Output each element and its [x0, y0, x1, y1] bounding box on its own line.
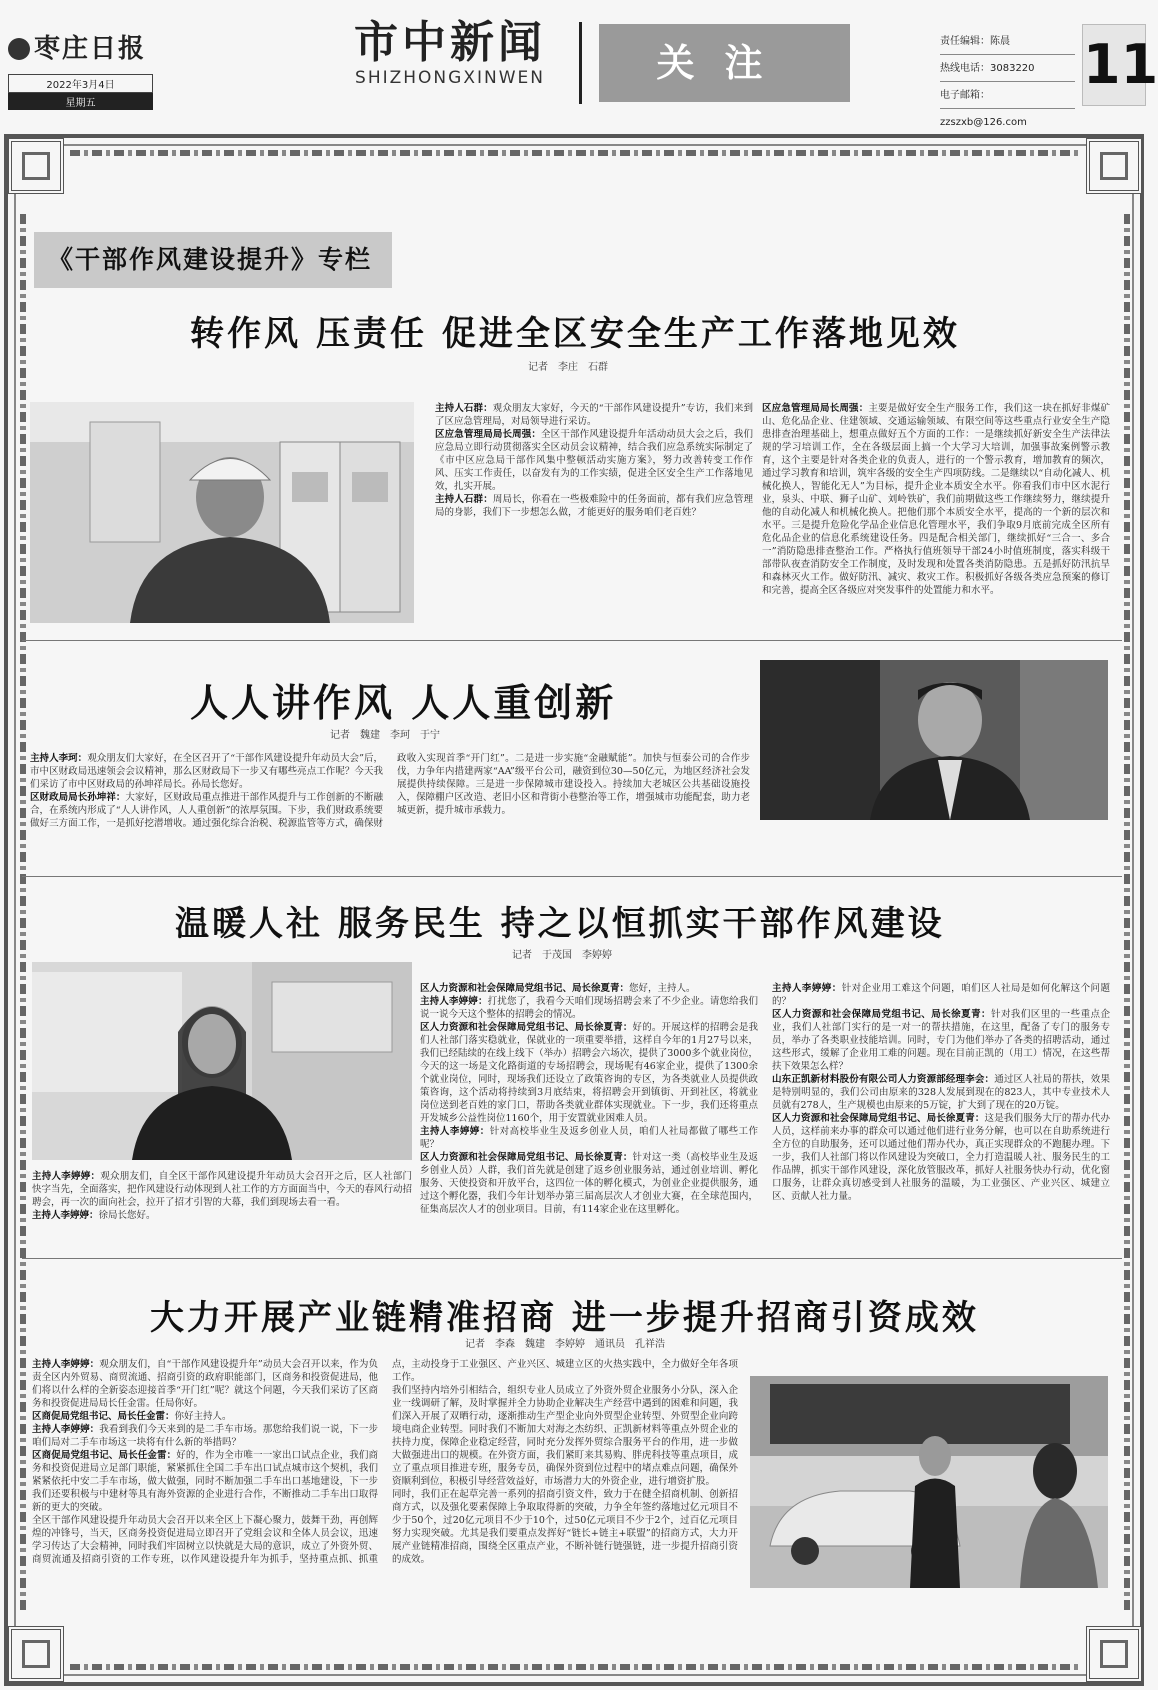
article-3-para [772, 982, 1110, 1008]
para-text: 观众朋友们大家好，在全区召开了“干部作风建设提升年动员大会”后，市中区财政局迅速领会会议精神，那么区财政局下一步又有哪些亮点工作呢？今天我们采访了市中区财政局的孙坤祥局长。孙局长您好。 [30, 753, 383, 790]
photo-finance-director [760, 660, 1108, 820]
article-1-para [435, 428, 753, 493]
para-text: 好的，作为全市唯一一家出口试点企业，我们商务和投资促进局立足部门职能，紧紧抓住全国二手车出口试点城市这个契机，我们紧紧依托中安二手车市场，做大做强，同时不断加强二手车出口基地建设，下一步我们还要积极与中建材等具有海外资源的企业进行合作，不断推动二手车出口取得新的更大的突破。 [32, 1450, 378, 1513]
para-text: 针对高校毕业生及返乡创业人员，咱们人社局都做了哪些工作呢？ [420, 1126, 758, 1150]
speaker-label: 主持人石群： [435, 494, 493, 505]
speaker-label: 区人力资源和社会保障局党组书记、局长徐夏青： [420, 1152, 633, 1163]
para-text: 全区干部作风建设提升年动员大会召开以来全区上下凝心聚力，鼓舞干劲，再创辉煌的冲锋号，当天，区商务投资促进局立即召开了党组会议和全体人员会议，迅速学习传达了大会精神，同时我们牢固树立以快就是大局的意识，成立了外资外贸、商贸流通及招商引资的工作专班，以作风建设提升年为抓手，坚持重点抓、抓重点，主动投身于工业强区、产业兴区、城建立区的火热实践中，全力做好全年各项工作。 [32, 1359, 738, 1565]
article-3-body [420, 982, 1110, 1238]
editor-line: 责任编辑：陈晨 [940, 28, 1075, 55]
speaker-label: 主持人李珂： [30, 753, 88, 764]
article-divider [22, 876, 1122, 877]
para-text: 这是我们服务大厅的帮办代办人员，这样前来办事的群众可以通过他们进行业务分解，也可以在自助系统进行全方位的自助服务，还可以通过他们帮办代办，真正实现群众的不跑腿办理。下一步，我们人社部门将以作风建设为突破口，全力打造温暖人社、服务民生的工作品牌，抓实干部作风建设，深化放管服改革，抓好人社服务快办行动，优化窗口服务，让群众真切感受到人社服务的温暖，为工业强区、产业兴区、城建立区、贡献人社力量。 [772, 1113, 1110, 1202]
article-4-para [392, 1488, 738, 1566]
article-3-byline: 记者 于茂国 李婷婷 [512, 950, 612, 961]
speaker-label: 区商促局党组书记、局长任金雷： [32, 1411, 175, 1422]
para-text: 针对我们区里的一些重点企业，我们人社部门实行的是一对一的帮扶措施，在这里，配备了专门的服务专员，举办了各类职业技能培训。同时，专门为他们举办了各类的招聘活动，通过这些形式，缓解了企业用工难的问题。现在目前正凯的（用工）情况，在这些帮扶下效果怎么样？ [772, 1009, 1110, 1072]
speaker-label: 主持人李婷婷： [32, 1210, 99, 1221]
section-brand [335, 18, 565, 88]
para-text: 我看到我们今天来到的是二手车市场。那您给我们说一说，下一步咱们局对二手车市场这一块将有什么新的举措吗？ [32, 1424, 378, 1448]
para-text: 针对企业用工难这个问题，咱们区人社局是如何化解这个问题的？ [772, 983, 1110, 1007]
article-3-para [420, 995, 758, 1021]
article-3-para [772, 1073, 1110, 1112]
article-4-para [32, 1449, 378, 1514]
article-3-title: 温暖人社 服务民生 持之以恒抓实干部作风建设 [175, 904, 945, 944]
speaker-label: 区人力资源和社会保障局党组书记、局长徐夏青： [420, 983, 630, 994]
speaker-label: 主持人李婷婷： [32, 1359, 100, 1370]
para-text: 徐局长您好。 [98, 1210, 156, 1221]
article-4-title: 大力开展产业链精准招商 进一步提升招商引资成效 [150, 1298, 979, 1338]
article-3-para [420, 1151, 758, 1216]
article-4-para [392, 1384, 738, 1488]
date-text: 2022年3月4日 [8, 74, 153, 93]
speaker-label: 区应急管理局局长周强： [435, 429, 542, 440]
speaker-label: 区人力资源和社会保障局党组书记、局长徐夏青： [772, 1113, 985, 1124]
para-text: 全区干部作风建设提升年活动动员大会之后，我们应急局立即行动贯彻落实全区动员会议精神，结合我们应急系统实际制定了《市中区应急局干部作风集中整顿活动实施方案》，努力改善转变工作作风、压实工作责任，以奋发有为的工作实绩，促进全区安全生产工作落地见效，扎实开展。 [435, 429, 753, 492]
speaker-label: 主持人李婷婷： [772, 983, 842, 994]
para-text: 好的。开展这样的招聘会是我们人社部门落实稳就业，保就业的一项重要举措，这样自今年的1月27号以来，我们已经陆续的在线上线下（举办）招聘会六场次，提供了3000多个就业岗位，今天的这一场是文化路街道的专场招聘会，现场呢有46家企业，提供了1300余个就业岗位，同时，现场我们还设立了政策咨询的专区，为各类就业人员提供政策咨询，这个活动将持续到3月底结束，将招聘会开到镇街、开到社区，将就业岗位送到老百姓的家门口，帮助各类就业群体实现就业。下一步，我们还将重点开发城乡公益性岗位1160个，用于安置就业困难人员。 [420, 1022, 758, 1124]
article-3-para [420, 1125, 758, 1151]
hotline-line: 热线电话：3083220 [940, 55, 1075, 82]
newspaper-logo-icon [8, 38, 30, 60]
article-1-column-1 [435, 402, 753, 592]
frame-border-top [70, 150, 1080, 156]
speaker-label: 主持人李婷婷： [32, 1424, 100, 1435]
brand-title: 市中新闻 [354, 17, 546, 68]
frame-border-bottom [70, 1664, 1080, 1670]
article-3-para [32, 1170, 412, 1209]
speaker-label: 主持人李婷婷： [32, 1171, 101, 1182]
issue-date [8, 74, 153, 110]
article-1-para [762, 402, 1110, 597]
article-2-body [30, 752, 750, 852]
speaker-label: 区财政局局长孙坤祥： [30, 792, 126, 803]
article-4-para [32, 1423, 378, 1449]
photo-official-interview [30, 402, 414, 623]
email-line: 电子邮箱：zzszxb@126.com [940, 82, 1075, 109]
article-1-para [435, 493, 753, 519]
column-title: 《干部作风建设提升》专栏 [34, 232, 392, 288]
frame-border-left [20, 210, 26, 1610]
speaker-label: 区应急管理局局长周强： [762, 403, 869, 414]
article-divider [22, 640, 1122, 641]
brand-pinyin: SHIZHONGXINWEN [355, 68, 545, 88]
para-text: 通过区人社局的帮扶，效果是特别明显的，我们公司由原来的328人发展到现在的823人，其中专业技术人员就有278人，生产规模也由原来的5万锭，扩大到了现在的20万锭。 [772, 1074, 1110, 1111]
article-1-para [435, 402, 753, 428]
newspaper-logo [8, 28, 146, 65]
article-3-para [772, 1008, 1110, 1073]
page-number: 11 [1082, 24, 1146, 106]
para-text: 您好，主持人。 [629, 983, 696, 994]
para-text: 周局长，你看在一些极难险中的任务面前，都有我们应急管理局的身影，我们下一步想怎么做，才能更好的服务咱们老百姓？ [435, 494, 753, 518]
article-3-para [32, 1209, 412, 1222]
section-label: 关注 [599, 24, 850, 102]
para-text: 针对这一类（高校毕业生及返乡创业人员）人群，我们首先就是创建了返乡创业服务站，通过创业培训、孵化服务、天使投资和开放平台，这四位一体的孵化模式，为创业企业提供服务，通过这个孵化器，我们今年计划举办第三届高层次人才创业大赛，在全球范围内，征集高层次人才的创业项目。目前，有114家企业在这里孵化。 [420, 1152, 758, 1215]
speaker-label: 主持人李婷婷： [420, 996, 488, 1007]
article-4-body [32, 1358, 738, 1592]
logo-text: 枣庄日报 [34, 34, 147, 64]
article-2-title: 人人讲作风 人人重创新 [190, 681, 617, 725]
para-text: 同时，我们正在起草完善一系列的招商引资文件，致力于在健全招商机制、创新招商方式，以及强化要素保障上争取取得新的突破，力争全年签约落地过亿元项目不少于50个，过20亿元项目不少于10个，过50亿元项目不少于2个，过百亿元项目努力实现突破。尤其是我们要重点发挥好“链长+链主+联盟”的招商方式，大力开展产业链精准招商，围绕全区重点产业，不断补链行链强链，进一步提升招商引资的成效。 [392, 1489, 738, 1565]
para-text: 打扰您了，我看今天咱们现场招聘会来了不少企业。请您给我们说一说今天这个整体的招聘会的情况。 [420, 996, 758, 1020]
weekday-text: 星期五 [8, 93, 153, 110]
article-divider [22, 1258, 1122, 1259]
article-4-photo [750, 1376, 1108, 1588]
speaker-label: 区人力资源和社会保障局党组书记、局长徐夏青： [772, 1009, 991, 1020]
masthead-divider [579, 22, 582, 104]
para-text: 我们坚持内培外引相结合，组织专业人员成立了外资外贸企业服务小分队，深入企业一线调研了解，及时掌握并全力协助企业解决生产经营中遇到的困难和问题，我们深入开展了双晒行动，逐渐推动生产型企业向外贸型企业转型、外贸型企业向跨境电商企业转型。同时我们不断加大对海之杰纺织、正凯新材料等重点外贸企业的扶持力度，保障企业稳定经营，同时充分发挥外贸综合服务平台的作用，进一步做大做强进出口的规模。在外资方面，我们紧盯来其易购、胖虎科技等重点项目，成立了重点项目推进专班，服务专员，确保外资到位过程中的堵点难点问题，确保外资顺利到位，积极引导经营效益好，市场潜力大的外资企业，进行增资扩股。 [392, 1385, 738, 1487]
para-text: 观众朋友们，自“干部作风建设提升年”动员大会召开以来，作为负责全区内外贸易、商贸流通、招商引资的政府职能部门，区商务和投资促进局，他们将以什么样的全新姿态迎接首季“开门红”呢？就这个问题，今天我们采访了区商务和投资促进局局长任金雷。任局你好。 [32, 1359, 378, 1409]
article-3-photo [32, 962, 412, 1160]
article-1-column-2 [762, 402, 1110, 596]
para-text: 你好主持人。 [174, 1411, 232, 1422]
article-4-byline: 记者 李森 魏建 李婷婷 通讯员 孔祥浩 [465, 1339, 665, 1350]
frame-border-right [1124, 210, 1130, 1610]
frame-corner-icon [1086, 1626, 1142, 1682]
frame-corner-icon [1086, 138, 1142, 194]
speaker-label: 山东正凯新材料股份有限公司人力资源部经理李会： [772, 1074, 995, 1085]
speaker-label: 主持人石群： [435, 403, 493, 414]
frame-corner-icon [8, 1626, 64, 1682]
para-text: 主要是做好安全生产服务工作，我们这一块在抓好非煤矿山、危化品企业、住建领域、交通运输领域、有限空间等这些重点行业安全生产隐患排查治理基础上，想重点做好五个方面的工作：一是继续抓好新安全生产法律法规的学习培训工作，全在各级层面上搞一个大学习大培训，加强事故案例警示教育，这个主要是针对各类企业的负责人，进行的一个警示教育，增加教育的频次，通过学习教育和培训，筑牢各级的安全生产四项防线。二是继续以“自动化减人、机械化换人，智能化无人”为目标，提升企业本质安全水平。你看我们市中区水泥行业，泉头、中联、狮子山矿、刘岭铁矿，我们前期做这些工作继续努力，继续提升他的自动化减人和机械化换人。把他们那个本质安全水平，提高的一个新的层次和水平。三是提升危险化学品企业信息化管理水平，我们争取9月底前完成全区所有危化品企业的信息化系统建设任务。四是配合相关部门，继续抓好“三合一、多合一”消防隐患排查整治工作。严格执行值班领导干部24小时值班制度，落实科级干部带队夜查消防安全工作制度，及时发现和处置各类消防隐患。五是抓好防汛抗旱和森林灭火工作。做好防汛、减灾、救灾工作。积极抓好各级各类应急预案的修订和完善，提高全区各级应对突发事件的处置能力和水平。 [762, 403, 1110, 596]
article-3-column-1 [32, 1170, 412, 1240]
speaker-label: 主持人李婷婷： [420, 1126, 490, 1137]
article-1-title: 转作风 压责任 促进全区安全生产工作落地见效 [190, 314, 960, 354]
article-3-para [420, 1021, 758, 1125]
editorial-info [940, 28, 1075, 128]
speaker-label: 区人力资源和社会保障局党组书记、局长徐夏青： [420, 1022, 633, 1033]
para-text: 观众朋友大家好，今天的“干部作风建设提升”专访，我们来到了区应急管理局，对局领导进行采访。 [435, 403, 753, 427]
article-1-photo [30, 402, 414, 623]
speaker-label: 区商促局党组书记、局长任金雷： [32, 1450, 177, 1461]
article-2-byline: 记者 魏建 李珂 于宁 [330, 730, 440, 741]
photo-used-car-market [750, 1376, 1108, 1588]
article-3-para [772, 1112, 1110, 1203]
article-3-para [420, 982, 758, 995]
article-4-para [32, 1358, 378, 1410]
photo-hr-director [32, 962, 412, 1160]
article-2-photo [760, 660, 1108, 820]
para-text: 大家好，区财政局重点推进干部作风提升与工作创新的不断融合，在系统内形成了“人人讲作风，人人重创新”的浓厚氛围。下步，我们财政系统要做好三方面工作，一是抓好挖潜增收。通过强化综合治税、税源监管等方式，确保财政收入实现首季“开门红”。二是进一步实施“金融赋能”。加快与恒泰公司的合作步伐，力争年内措建两家“AA”级平台公司，融资到位30—50亿元，为地区经济社会发展提供持续保障。三是进一步保障城市建设投入。持续加大老城区公共基础设施投入，保障棚户区改造、老旧小区和背街小巷整治等工作，增强城市功能配套，助力老城更新，提升城市承载力。 [30, 753, 750, 829]
article-2-para [30, 752, 383, 791]
article-4-para [32, 1410, 378, 1423]
para-text: 观众朋友们，自全区干部作风建设提升年动员大会召开之后，区人社部门快字当先，全面落实，把作风建设行动体现到人社工作的方方面面当中，今天的春风行动招聘会，再一次的面向社会，拉开了招才引智的大幕，我们到现场去看一看。 [32, 1171, 413, 1208]
frame-corner-icon [8, 138, 64, 194]
article-1-byline: 记者 李庄 石群 [528, 362, 608, 373]
